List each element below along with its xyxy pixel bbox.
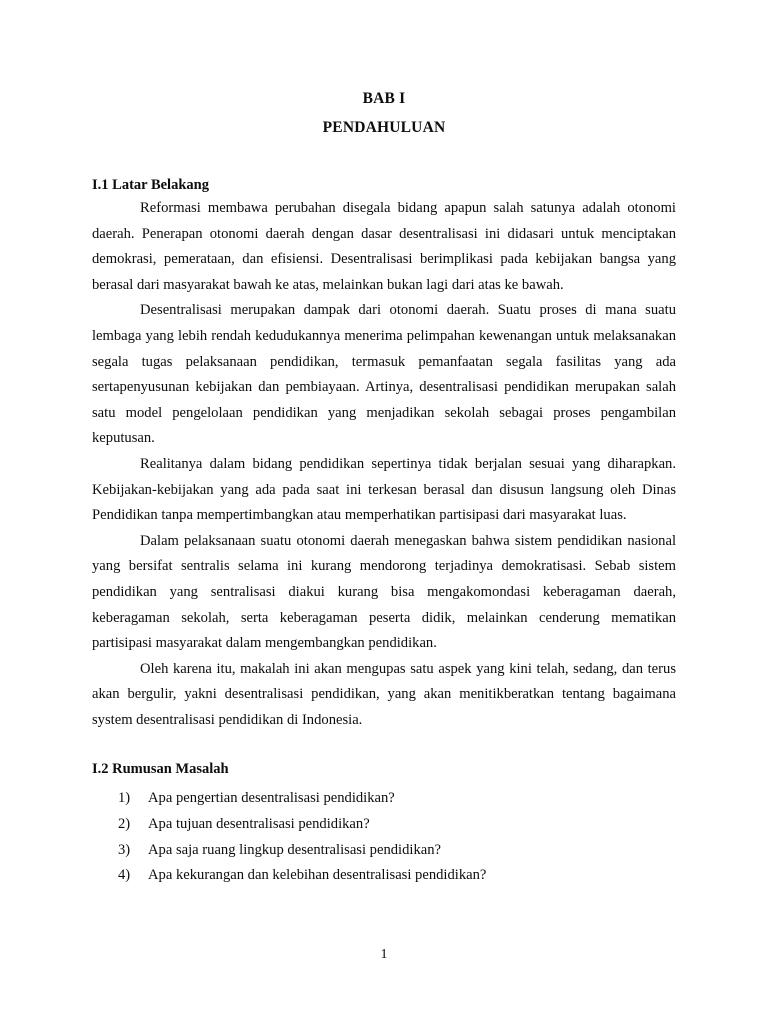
list-item — [92, 838, 676, 864]
chapter-subtitle: PENDAHULUAN — [322, 119, 446, 136]
spacer-before-section-2 — [92, 733, 676, 758]
paragraph-3: Realitanya dalam bidang pendidikan sepertinya tidak berjalan sesuai yang diharapkan. Kebijakan-kebijakan yang ada pada saat ini terkesan berasal dan disusun langsung oleh Dinas Pendidikan tanpa mempertimbangkan atau memperhatikan partisipasi dari masyarakat luas. — [92, 455, 676, 524]
list-item-label: Apa kekurangan dan kelebihan desentralisasi pendidikan? — [148, 867, 487, 884]
paragraph-5: Oleh karena itu, makalah ini akan mengupas satu aspek yang kini telah, sedang, dan terus akan bergulir, yakni desentralisasi pendidikan, yang akan menitikberatkan tentang bagaimana system desentralisasi pendidikan di Indonesia. — [92, 660, 676, 728]
section-heading-rumusan-masalah: I.2 Rumusan Masalah — [92, 761, 229, 778]
chapter-title: BAB I — [362, 90, 406, 107]
list-item-marker: 3) — [118, 841, 131, 858]
list-item-label: Apa pengertian desentralisasi pendidikan? — [148, 790, 395, 807]
list-item-marker: 1) — [118, 790, 131, 807]
list-item-marker: 4) — [118, 867, 131, 884]
list-item — [92, 812, 676, 838]
list-item-label: Apa tujuan desentralisasi pendidikan? — [148, 816, 370, 833]
list-item — [92, 863, 676, 889]
rumusan-masalah-list — [92, 786, 676, 888]
paragraph-1: Reformasi membawa perubahan disegala bidang apapun salah satunya adalah otonomi daerah. Penerapan otonomi daerah dengan dasar desentralisasi ini didasari untuk menciptakan demokrasi, pemerataan, dan efisiensi. Desentralisasi berimplikasi pada kebijakan bangsa yang berasal dari masyarakat bawah ke atas, melainkan bukan lagi dari atas ke bawah. — [92, 200, 676, 293]
section-heading-latar-belakang: I.1 Latar Belakang — [92, 177, 209, 193]
paragraph-2: Desentralisasi merupakan dampak dari otonomi daerah. Suatu proses di mana suatu lembaga yang lebih rendah kedudukannya menerima pelimpahan kewenangan untuk melaksanakan segala tugas pelaksanaan pendidikan, termasuk pemanfaatan segala fasilitas yang ada sertapenyusunan kebijakan dan pembiayaan. Artinya, desentralisasi pendidikan merupakan salah satu model pengelolaan pendidikan yang menjadikan sekolah sebagai proses pengambilan keputusan. — [92, 302, 676, 447]
list-item-marker: 2) — [118, 816, 131, 833]
page-number: 1 — [380, 947, 388, 962]
spacer-before-section-1 — [92, 142, 676, 174]
list-item-label: Apa saja ruang lingkup desentralisasi pendidikan? — [148, 841, 442, 858]
page-content — [92, 84, 676, 889]
list-item — [92, 786, 676, 812]
paragraph-4: Dalam pelaksanaan suatu otonomi daerah menegaskan bahwa sistem pendidikan nasional yang bersifat sentralis selama ini kurang mendorong terjadinya demokratisasi. Sebab sistem pendidikan yang sentralisasi diakui kurang bisa mengakomondasi keberagaman daerah, keberagaman sekolah, serta keberagaman peserta didik, melainkan cenderung mematikan partisipasi masyarakat dalam mengembangkan pendidikan. — [92, 532, 676, 652]
